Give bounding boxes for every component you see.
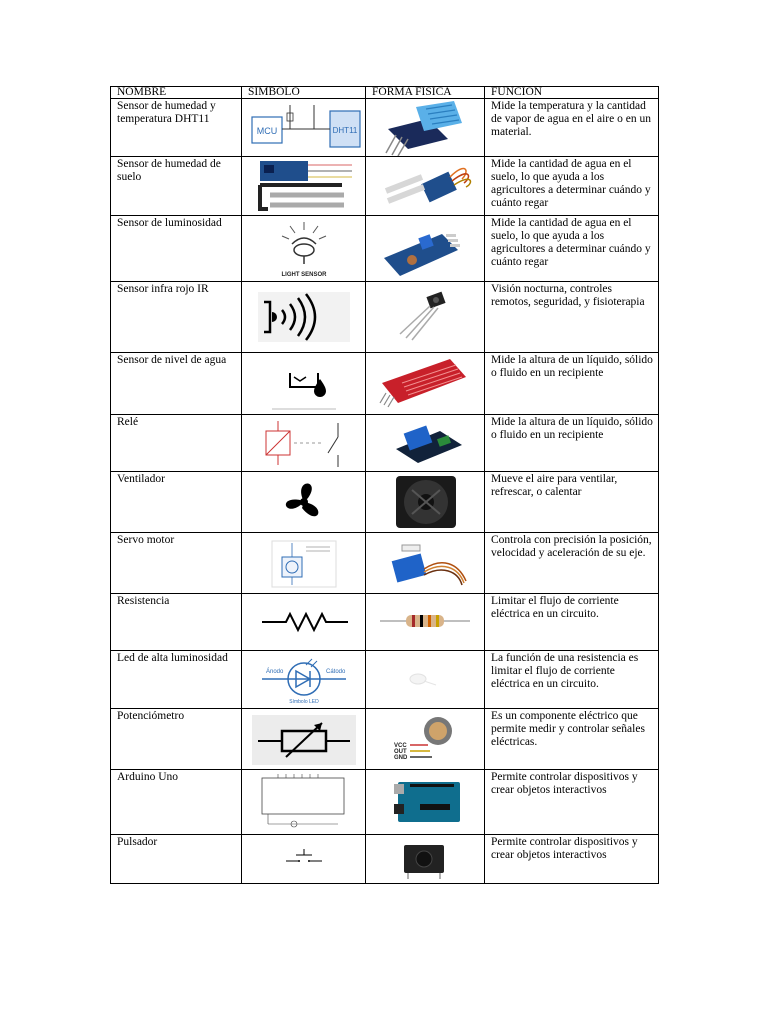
name-cell: [111, 415, 242, 472]
function-cell: [485, 770, 659, 835]
name-cell: [111, 282, 242, 353]
name-cell: [111, 99, 242, 157]
function-cell: [485, 157, 659, 216]
table-row: [111, 594, 659, 651]
svg-text:MCU: MCU: [256, 126, 278, 136]
water-level-photo-icon: [366, 353, 485, 415]
component-function: Mide la altura de un líquido, sólido o fluido en un recipiente: [491, 416, 653, 441]
photo-cell: [366, 353, 485, 415]
table-row: [111, 415, 659, 472]
function-cell: [485, 99, 659, 157]
component-function: Controla con precisión la posición, velocidad y aceleración de su eje.: [491, 534, 652, 559]
table-row: [111, 709, 659, 770]
component-function: Limitar el flujo de corriente eléctrica en un circuito.: [491, 595, 619, 620]
symbol-cell: [242, 533, 366, 594]
led-photo-icon: [366, 651, 485, 709]
svg-text:Ánodo: Ánodo: [266, 669, 284, 675]
photo-cell: [366, 770, 485, 835]
component-name: Sensor infra rojo IR: [117, 283, 209, 295]
svg-text:OUT: OUT: [394, 749, 407, 755]
photo-cell: [366, 533, 485, 594]
svg-text:LIGHT SENSOR: LIGHT SENSOR: [281, 272, 327, 278]
svg-text:Símbolo LED: Símbolo LED: [289, 699, 319, 705]
light-sensor-symbol-icon: [242, 216, 366, 282]
light-sensor-photo-icon: [366, 216, 485, 282]
resistor-symbol-icon: [242, 594, 366, 651]
led-symbol-icon: [242, 651, 366, 709]
potentiometer-symbol-icon: [242, 709, 366, 770]
ir-sensor-symbol-icon: [242, 282, 366, 353]
function-cell: [485, 651, 659, 709]
component-name: Sensor de luminosidad: [117, 217, 222, 229]
name-cell: [111, 651, 242, 709]
component-name: Relé: [117, 416, 139, 428]
svg-text:Cátodo: Cátodo: [326, 669, 346, 675]
function-cell: [485, 472, 659, 533]
component-name: Arduino Uno: [117, 771, 179, 783]
symbol-cell: [242, 594, 366, 651]
symbol-cell: [242, 415, 366, 472]
function-cell: [485, 594, 659, 651]
ir-sensor-photo-icon: [366, 282, 485, 353]
photo-cell: [366, 99, 485, 157]
photo-cell: [366, 282, 485, 353]
component-name: Pulsador: [117, 836, 158, 848]
component-name: Potenciómetro: [117, 710, 185, 722]
table-row: [111, 353, 659, 415]
table-row: [111, 533, 659, 594]
component-function: Mide la temperatura y la cantidad de vapor de agua en el aire o en un material.: [491, 100, 651, 138]
table-row: [111, 472, 659, 533]
component-function: Mide la cantidad de agua en el suelo, lo que ayuda a los agricultores a determinar cuándo y cuánto regar: [491, 158, 651, 209]
potentiometer-photo-icon: [366, 709, 485, 770]
symbol-cell: [242, 651, 366, 709]
arduino-schematic-icon: [242, 770, 366, 835]
relay-symbol-icon: [242, 415, 366, 472]
name-cell: [111, 594, 242, 651]
water-level-symbol-icon: [242, 353, 366, 415]
function-cell: [485, 533, 659, 594]
symbol-cell: [242, 99, 366, 157]
name-cell: [111, 835, 242, 884]
function-cell: [485, 353, 659, 415]
dht11-symbol-icon: [242, 99, 366, 157]
symbol-cell: [242, 216, 366, 282]
dht11-module-icon: [366, 99, 485, 157]
svg-text:GND: GND: [394, 755, 408, 761]
photo-cell: [366, 709, 485, 770]
component-function: Mide la cantidad de agua en el suelo, lo que ayuda a los agricultores a determinar cuándo y cuánto regar: [491, 217, 651, 268]
symbol-cell: [242, 472, 366, 533]
photo-cell: [366, 157, 485, 216]
name-cell: [111, 472, 242, 533]
component-function: Es un componente eléctrico que permite medir y controlar señales eléctricas.: [491, 710, 645, 748]
component-name: Led de alta luminosidad: [117, 652, 228, 664]
header-row: [111, 87, 659, 99]
name-cell: [111, 216, 242, 282]
component-name: Sensor de humedad y temperatura DHT11: [117, 100, 216, 125]
symbol-cell: [242, 282, 366, 353]
function-cell: [485, 415, 659, 472]
photo-cell: [366, 472, 485, 533]
function-cell: [485, 835, 659, 884]
photo-cell: [366, 835, 485, 884]
table-row: [111, 216, 659, 282]
component-name: Ventilador: [117, 473, 165, 485]
function-cell: [485, 709, 659, 770]
component-name: Resistencia: [117, 595, 170, 607]
fan-photo-icon: [366, 472, 485, 533]
soil-sensor-photo-icon: [366, 157, 485, 216]
svg-text:DHT11: DHT11: [332, 126, 358, 135]
svg-text:VCC: VCC: [394, 743, 407, 749]
header-simbolo: SIMBOLO: [242, 87, 366, 99]
component-name: Sensor de nivel de agua: [117, 354, 227, 366]
symbol-cell: [242, 353, 366, 415]
component-function: La función de una resistencia es limitar el flujo de corriente eléctrica en un circuito.: [491, 652, 639, 690]
name-cell: [111, 709, 242, 770]
component-function: Permite controlar dispositivos y crear objetos interactivos: [491, 836, 638, 861]
resistor-photo-icon: [366, 594, 485, 651]
name-cell: [111, 353, 242, 415]
pushbutton-photo-icon: [366, 835, 485, 884]
table-row: [111, 835, 659, 884]
name-cell: [111, 770, 242, 835]
soil-sensor-icon: [242, 157, 366, 216]
component-function: Mueve el aire para ventilar, refrescar, o calentar: [491, 473, 618, 498]
photo-cell: [366, 651, 485, 709]
component-function: Mide la altura de un líquido, sólido o fluido en un recipiente: [491, 354, 653, 379]
symbol-cell: [242, 157, 366, 216]
pushbutton-symbol-icon: [242, 835, 366, 884]
fan-symbol-icon: [242, 472, 366, 533]
photo-cell: [366, 594, 485, 651]
table-row: [111, 99, 659, 157]
components-table: [110, 86, 659, 884]
header-forma-fisica: FORMA FISICA: [366, 87, 485, 99]
table-row: [111, 282, 659, 353]
symbol-cell: [242, 835, 366, 884]
photo-cell: [366, 216, 485, 282]
function-cell: [485, 216, 659, 282]
table-row: [111, 651, 659, 709]
arduino-photo-icon: [366, 770, 485, 835]
component-function: Permite controlar dispositivos y crear objetos interactivos: [491, 771, 638, 796]
component-function: Visión nocturna, controles remotos, seguridad, y fisioterapia: [491, 283, 645, 308]
name-cell: [111, 533, 242, 594]
symbol-cell: [242, 770, 366, 835]
photo-cell: [366, 415, 485, 472]
header-funcion: FUNCION: [485, 87, 659, 99]
servo-symbol-icon: [242, 533, 366, 594]
servo-photo-icon: [366, 533, 485, 594]
name-cell: [111, 157, 242, 216]
component-name: Sensor de humedad de suelo: [117, 158, 221, 183]
header-nombre: NOMBRE: [111, 87, 242, 99]
table-row: [111, 157, 659, 216]
table-row: [111, 770, 659, 835]
relay-photo-icon: [366, 415, 485, 472]
function-cell: [485, 282, 659, 353]
component-name: Servo motor: [117, 534, 175, 546]
symbol-cell: [242, 709, 366, 770]
